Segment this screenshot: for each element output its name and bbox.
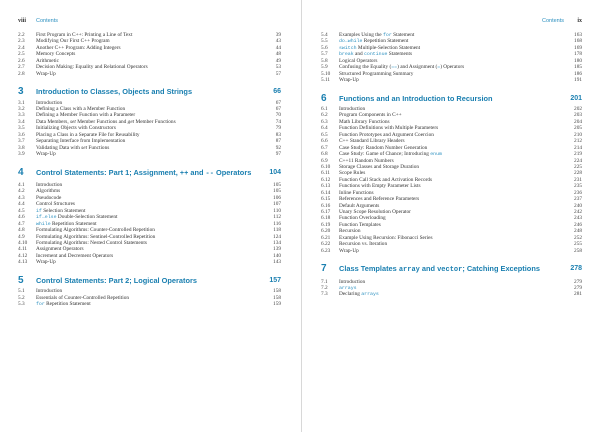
section-title xyxy=(339,77,359,83)
code-term: == xyxy=(391,65,398,71)
section-number: 6.23 xyxy=(321,247,331,254)
title-text: Selection Statement xyxy=(41,207,86,214)
title-text: ) Operators xyxy=(440,64,465,71)
section-number: 6.6 xyxy=(321,138,328,145)
section-number: 2.5 xyxy=(18,51,25,58)
page-ref: 159 xyxy=(273,301,281,308)
page-ref: 158 xyxy=(273,294,281,301)
title-text: Double-Selection Statement xyxy=(56,214,118,221)
section-number: 5.3 xyxy=(18,301,25,308)
page-ref: 83 xyxy=(275,131,281,138)
section-number: 4.1 xyxy=(18,182,25,188)
title-text: Pseudocode xyxy=(36,194,62,201)
title-text: Wrap-Up xyxy=(339,77,359,84)
title-text: and xyxy=(419,264,438,274)
section-number: 6.4 xyxy=(321,125,328,132)
title-text: Modifying Our First C++ Program xyxy=(36,38,110,45)
title-text: References and Reference Parameters xyxy=(339,196,420,203)
title-text: Repetition Statement xyxy=(362,38,409,45)
title-text: Wrap-Up xyxy=(36,70,56,77)
section-number: 6.18 xyxy=(321,215,331,222)
section-number: 3.1 xyxy=(18,99,25,106)
title-text: Formulating Algorithms: Sentinel-Controlled Repetition xyxy=(36,233,156,240)
section-number: 6.14 xyxy=(321,189,331,196)
section-title xyxy=(36,259,56,265)
page-ref: 168 xyxy=(574,38,582,45)
section-number: 6.21 xyxy=(321,234,331,241)
page-ref: 205 xyxy=(574,125,582,132)
title-text: Increment and Decrement Operators xyxy=(36,252,114,259)
page-ref: 67 xyxy=(275,99,281,106)
code-term: for xyxy=(36,302,45,308)
chapter-title xyxy=(339,263,556,276)
title-text: Control Statements: Part 2; Logical Operators xyxy=(36,275,197,285)
section-number: 4.12 xyxy=(18,252,28,259)
title-text: Declaring xyxy=(339,291,362,298)
title-text: Example Using Recursion: Fibonacci Series xyxy=(339,234,433,241)
section-number: 5.11 xyxy=(321,77,331,84)
page-ref: 70 xyxy=(275,112,281,119)
title-text: Algorithms xyxy=(36,188,61,195)
section-number: 2.4 xyxy=(18,44,25,51)
title-text: Introduction xyxy=(339,106,366,112)
code-term: enum xyxy=(430,152,442,158)
title-text: Program Components in C++ xyxy=(339,112,402,119)
title-text: Member Functions xyxy=(134,118,176,125)
page-ref: 79 xyxy=(275,125,281,132)
section-number: 6.17 xyxy=(321,209,331,215)
section-number: 7.3 xyxy=(321,291,328,298)
title-text: Case Study: Game of Chance; Introducing xyxy=(339,151,431,158)
section-number: 6.11 xyxy=(321,170,331,177)
title-text: Member Functions and xyxy=(75,118,128,125)
running-head xyxy=(18,18,281,32)
section-number: 4.9 xyxy=(18,233,25,240)
chapter-number: 4 xyxy=(18,166,24,178)
title-text: set xyxy=(69,118,76,125)
title-text: Placing a Class in a Separate File for Reusability xyxy=(36,131,140,138)
title-text: Functions xyxy=(87,144,110,151)
section-number: 6.8 xyxy=(321,151,328,158)
page-ref: 212 xyxy=(574,138,582,145)
section-number: 4.10 xyxy=(18,239,28,246)
title-text: Function Definitions with Multiple Parameters xyxy=(339,125,439,132)
section-number: 4.6 xyxy=(18,214,25,221)
title-text: Introduction xyxy=(36,99,63,106)
title-text: Case Study: Random Number Generation xyxy=(339,144,428,151)
section-number: 6.1 xyxy=(321,106,328,112)
section-number: 6.19 xyxy=(321,221,331,228)
page-ref: 107 xyxy=(273,201,281,208)
title-text: set xyxy=(81,144,88,151)
title-text: Decision Making: Equality and Relational Operators xyxy=(36,64,148,71)
title-text: Statement xyxy=(391,32,415,38)
code-term: do…while xyxy=(339,39,363,45)
title-text: Initializing Objects with Constructors xyxy=(36,125,116,132)
page-ref: 97 xyxy=(275,151,281,158)
section-title xyxy=(339,248,359,254)
page-ref: 252 xyxy=(574,234,582,241)
toc-entry xyxy=(18,259,281,265)
section-number: 3.7 xyxy=(18,138,25,145)
page-ref: 240 xyxy=(574,202,582,209)
title-text: Introduction to Classes, Objects and Strings xyxy=(36,87,193,97)
title-text: Wrap-Up xyxy=(36,151,56,158)
page-ref: 255 xyxy=(574,241,582,248)
title-text: Memory Concepts xyxy=(36,51,76,58)
title-text: Another C++ Program: Adding Integers xyxy=(36,44,121,51)
page-number: ix xyxy=(577,18,582,24)
page-ref: 191 xyxy=(574,77,582,84)
page-ref: 74 xyxy=(275,118,281,125)
page-ref: 163 xyxy=(574,32,582,38)
code-term: if…else xyxy=(36,215,57,221)
page-ref: 201 xyxy=(570,94,582,102)
page-ref: 44 xyxy=(275,44,281,51)
page-ref: 57 xyxy=(275,70,281,77)
chapter-heading xyxy=(18,167,281,180)
code-term: while xyxy=(36,221,51,227)
title-text: Repetition Statement xyxy=(44,301,91,308)
section-number: 4.4 xyxy=(18,201,25,208)
toc-entry xyxy=(18,301,281,307)
section-number: 6.5 xyxy=(321,131,328,138)
page-ref: 203 xyxy=(574,112,582,119)
page-ref: 219 xyxy=(574,151,582,158)
page-ref: 178 xyxy=(574,51,582,58)
title-text: Introduction xyxy=(36,288,63,295)
title-text: Introduction xyxy=(339,278,366,285)
section-number: 3.3 xyxy=(18,112,25,119)
page-ref: 158 xyxy=(273,288,281,295)
section-number: 4.2 xyxy=(18,188,25,195)
page-ref: 210 xyxy=(574,131,582,138)
page-ref: 87 xyxy=(275,138,281,145)
section-title xyxy=(339,291,379,298)
page-ref: 214 xyxy=(574,144,582,151)
section-number: 6.15 xyxy=(321,196,331,203)
page-ref: 104 xyxy=(269,168,281,176)
title-text: Structured Programming Summary xyxy=(339,70,414,77)
page-ref: 180 xyxy=(574,57,582,64)
title-text: Control Statements: Part 1; Assignment, xyxy=(36,167,180,177)
code-term: continue xyxy=(363,52,388,58)
section-number: 6.7 xyxy=(321,144,328,151)
title-text: Class Templates xyxy=(339,264,399,274)
title-text: Storage Classes and Storage Duration xyxy=(339,163,420,170)
chapter-title xyxy=(339,93,556,104)
title-text: ; Catching Exceptions xyxy=(462,264,540,274)
section-number: 6.12 xyxy=(321,176,331,183)
page-ref: 231 xyxy=(574,176,582,183)
chapter-heading xyxy=(321,93,582,104)
page-ref: 139 xyxy=(273,246,281,253)
chapter-heading xyxy=(18,275,281,286)
title-text: Formulating Algorithms: Counter-Controlled Repetition xyxy=(36,227,155,234)
code-term: if xyxy=(36,208,42,214)
section-number: 6.10 xyxy=(321,163,331,170)
page-ref: 92 xyxy=(275,144,281,151)
section-number: 6.16 xyxy=(321,202,331,209)
title-text: Default Arguments xyxy=(339,202,380,209)
title-text: Repetition Statement xyxy=(50,220,97,227)
title-text: Recursion xyxy=(339,228,361,235)
toc-entry xyxy=(321,248,582,254)
section-number: 3.5 xyxy=(18,125,25,132)
code-term: vector xyxy=(437,266,463,275)
page-ref: 157 xyxy=(269,276,281,284)
section-title xyxy=(36,71,56,77)
code-term: = xyxy=(437,65,441,71)
page-number: viii xyxy=(18,18,27,24)
toc-list xyxy=(18,32,281,308)
title-text: ) and Assignment ( xyxy=(397,64,438,71)
title-text: Unary Scope Resolution Operator xyxy=(339,209,411,215)
page-ref: 110 xyxy=(273,207,281,214)
title-text: Formulating Algorithms: Nested Control Statements xyxy=(36,239,147,246)
section-number: 5.4 xyxy=(321,32,328,38)
page-ref: 105 xyxy=(273,182,281,188)
page-ref: 248 xyxy=(574,228,582,235)
page-ref: 225 xyxy=(574,163,582,170)
code-term: switch xyxy=(339,45,357,51)
title-text: Function Prototypes and Argument Coercion xyxy=(339,131,434,138)
page-ref: 186 xyxy=(574,70,582,77)
chapter-heading xyxy=(18,86,281,97)
page-ref: 112 xyxy=(273,214,281,221)
title-text: Introduction xyxy=(36,182,63,188)
section-title xyxy=(36,151,56,157)
title-text: Operators xyxy=(213,167,252,177)
page-ref: 66 xyxy=(273,88,281,96)
section-number: 6.9 xyxy=(321,157,328,164)
section-number: 6.20 xyxy=(321,228,331,235)
title-text: Assignment Operators xyxy=(36,246,84,253)
page-ref: 224 xyxy=(574,157,582,164)
section-title xyxy=(36,301,91,308)
running-title: Contents xyxy=(36,18,59,24)
section-number: 3.4 xyxy=(18,118,25,125)
page-ref: 279 xyxy=(574,285,582,291)
title-text: Logical Operators xyxy=(339,57,378,64)
title-text: Multiple-Selection Statement xyxy=(356,44,421,51)
title-text: Examples Using the xyxy=(339,32,383,38)
title-text: Defining a Class with a Member Function xyxy=(36,106,126,112)
page-ref: 48 xyxy=(275,51,281,58)
page-ref: 124 xyxy=(273,233,281,240)
page-ref: 116 xyxy=(273,220,281,227)
page-ref: 105 xyxy=(273,188,281,195)
chapter-title xyxy=(36,86,255,97)
chapter-title xyxy=(36,275,255,286)
section-number: 5.5 xyxy=(321,38,328,45)
title-text: and xyxy=(353,51,364,58)
section-number: 2.7 xyxy=(18,64,25,71)
section-number: 4.5 xyxy=(18,207,25,214)
chapter-number: 7 xyxy=(321,263,327,275)
code-term: -- xyxy=(205,169,214,178)
title-text: Separating Interface from Implementation xyxy=(36,138,126,145)
title-text: C++11 Random Numbers xyxy=(339,157,394,164)
section-number: 4.3 xyxy=(18,194,25,201)
section-number: 2.8 xyxy=(18,70,25,77)
page-ref: 140 xyxy=(273,252,281,259)
page-ref: 228 xyxy=(574,170,582,177)
toc-entry xyxy=(321,77,582,83)
page-ref: 281 xyxy=(574,291,582,298)
title-text: and xyxy=(188,167,206,177)
title-text: Essentials of Counter-Controlled Repetition xyxy=(36,294,130,301)
page-ref: 246 xyxy=(574,221,582,228)
title-text: Validating Data with xyxy=(36,144,82,151)
chapter-heading xyxy=(321,263,582,276)
section-number: 3.6 xyxy=(18,131,25,138)
page-ref: 49 xyxy=(275,57,281,64)
section-number: 5.6 xyxy=(321,44,328,51)
title-text: Inline Functions xyxy=(339,189,374,196)
page-ref: 67 xyxy=(275,106,281,112)
section-number: 2.3 xyxy=(18,38,25,45)
toc-entry xyxy=(18,71,281,77)
section-number: 3.2 xyxy=(18,106,25,112)
title-text: C++ Standard Library Headers xyxy=(339,138,405,145)
section-number: 6.2 xyxy=(321,112,328,119)
section-number: 7.2 xyxy=(321,285,328,291)
page-ref: 53 xyxy=(275,64,281,71)
section-number: 3.9 xyxy=(18,151,25,158)
title-text: Recursion vs. Iteration xyxy=(339,241,388,248)
title-text: Function Overloading xyxy=(339,215,386,222)
section-number: 6.13 xyxy=(321,183,331,190)
page-ref: 243 xyxy=(574,215,582,222)
page-ref: 143 xyxy=(273,259,281,266)
title-text: Functions and an Introduction to Recursion xyxy=(339,93,493,103)
section-number: 4.7 xyxy=(18,220,25,227)
section-number: 6.3 xyxy=(321,118,328,125)
title-text: Control Structures xyxy=(36,201,75,208)
left-page xyxy=(0,0,301,432)
section-number: 2.2 xyxy=(18,32,25,38)
title-text: Wrap-Up xyxy=(339,247,359,254)
title-text: get xyxy=(127,118,135,125)
title-text: Functions with Empty Parameter Lists xyxy=(339,183,421,190)
title-text: First Program in C++: Printing a Line of Text xyxy=(36,32,133,38)
page-ref: 39 xyxy=(275,32,281,38)
chapter-title xyxy=(36,167,255,180)
page-ref: 204 xyxy=(574,118,582,125)
code-term: arrays xyxy=(339,286,357,291)
section-number: 6.22 xyxy=(321,241,331,248)
page-ref: 258 xyxy=(574,247,582,254)
page-ref: 118 xyxy=(273,227,281,234)
chapter-number: 5 xyxy=(18,274,24,286)
code-term: for xyxy=(383,33,392,38)
code-term: break xyxy=(339,52,354,58)
page-ref: 236 xyxy=(574,189,582,196)
page-ref: 237 xyxy=(574,196,582,203)
section-number: 4.11 xyxy=(18,246,28,253)
section-number: 4.13 xyxy=(18,259,28,266)
title-text: Math Library Functions xyxy=(339,118,390,125)
section-number: 4.8 xyxy=(18,227,25,234)
page-ref: 169 xyxy=(574,44,582,51)
page-ref: 134 xyxy=(273,239,281,246)
page-ref: 279 xyxy=(574,278,582,285)
title-text: Function Call Stack and Activation Records xyxy=(339,176,433,183)
running-head xyxy=(321,18,582,32)
section-number: 7.1 xyxy=(321,278,328,285)
title-text: Scope Rules xyxy=(339,170,366,177)
title-text: Defining a Member Function with a Parameter xyxy=(36,112,136,119)
section-number: 5.10 xyxy=(321,70,331,77)
title-text: Statements xyxy=(387,51,413,58)
section-number: 5.8 xyxy=(321,57,328,64)
code-term: array xyxy=(398,266,420,275)
chapter-number: 6 xyxy=(321,92,327,104)
page-ref: 242 xyxy=(574,209,582,215)
title-text: Wrap-Up xyxy=(36,259,56,266)
chapter-number: 3 xyxy=(18,86,24,98)
page-ref: 43 xyxy=(275,38,281,45)
page-ref: 278 xyxy=(570,265,582,273)
section-number: 5.7 xyxy=(321,51,328,58)
title-text: Arithmetic xyxy=(36,57,59,64)
title-text: Function Templates xyxy=(339,221,381,228)
section-number: 2.6 xyxy=(18,57,25,64)
section-number: 5.1 xyxy=(18,288,25,295)
right-page xyxy=(301,0,602,432)
code-term: arrays xyxy=(361,292,379,298)
running-title: Contents xyxy=(541,18,564,24)
code-term: ++ xyxy=(179,169,189,178)
toc-list xyxy=(321,32,582,298)
toc-entry xyxy=(18,151,281,157)
page-ref: 235 xyxy=(574,183,582,190)
page-ref: 185 xyxy=(574,64,582,71)
toc-entry xyxy=(321,291,582,297)
title-text: Confusing the Equality ( xyxy=(339,64,392,71)
section-number: 3.8 xyxy=(18,144,25,151)
page-ref: 106 xyxy=(273,194,281,201)
section-number: 5.2 xyxy=(18,294,25,301)
section-number: 5.9 xyxy=(321,64,328,71)
page-ref: 202 xyxy=(574,106,582,112)
title-text: Data Members, xyxy=(36,118,70,125)
